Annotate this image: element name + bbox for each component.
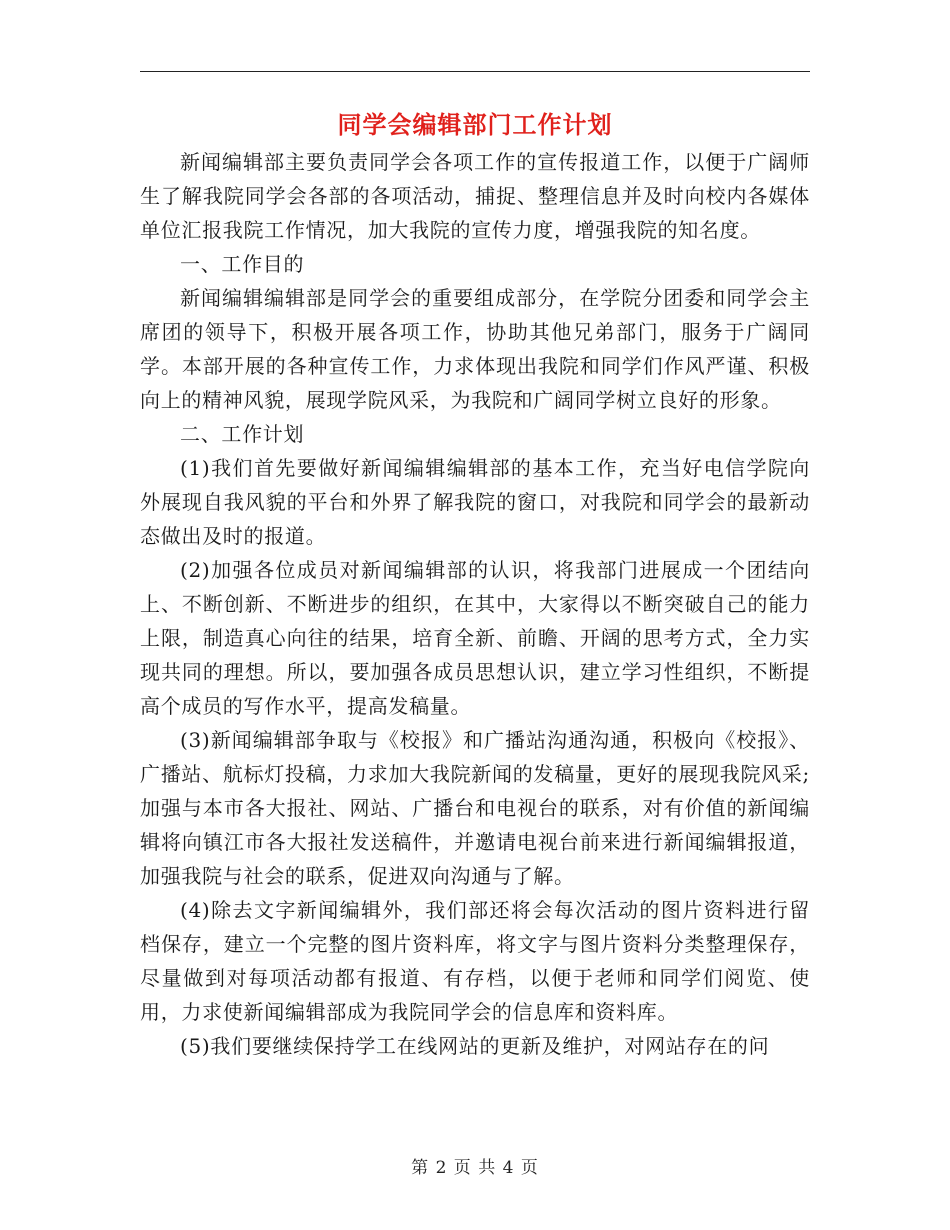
paragraph-plan-1: (1)我们首先要做好新闻编辑编辑部的基本工作，充当好电信学院向外展现自我风貌的平台和外界了解我院的窗口，对我院和同学会的最新动态做出及时的报道。	[140, 456, 810, 548]
page-footer	[0, 1153, 950, 1178]
document-body	[140, 145, 810, 1063]
document-title: 同学会编辑部门工作计划	[337, 111, 613, 139]
page-number-label: 第 2 页 共 4 页	[411, 1158, 539, 1178]
section-heading-plan: 二、工作计划	[180, 422, 305, 446]
paragraph-purpose: 新闻编辑编辑部是同学会的重要组成部分，在学院分团委和同学会主席团的领导下，积极开展各项工作，协助其他兄弟部门，服务于广阔同学。本部开展的各种宣传工作，力求体现出我院和同学们作风严谨、积极向上的精神风貌，展现学院风采，为我院和广阔同学树立良好的形象。	[140, 286, 810, 412]
section-heading-purpose: 一、工作目的	[180, 252, 305, 276]
header-rule	[140, 71, 810, 72]
paragraph-plan-2: (2)加强各位成员对新闻编辑部的认识，将我部门进展成一个团结向上、不断创新、不断进步的组织，在其中，大家得以不断突破自己的能力上限，制造真心向往的结果，培育全新、前瞻、开阔的思考方式，全力实现共同的理想。所以，要加强各成员思想认识，建立学习性组织，不断提高个成员的写作水平，提高发稿量。	[140, 558, 810, 718]
paragraph-plan-3: (3)新闻编辑部争取与《校报》和广播站沟通沟通，积极向《校报》、广播站、航标灯投稿，力求加大我院新闻的发稿量，更好的展现我院风采;加强与本市各大报社、网站、广播台和电视台的联系，对有价值的新闻编辑将向镇江市各大报社发送稿件，并邀请电视台前来进行新闻编辑报道，加强我院与社会的联系，促进双向沟通与了解。	[140, 728, 810, 888]
paragraph-plan-5: (5)我们要继续保持学工在线网站的更新及维护，对网站存在的问	[180, 1034, 770, 1058]
paragraph-plan-4: (4)除去文字新闻编辑外，我们部还将会每次活动的图片资料进行留档保存，建立一个完整的图片资料库，将文字与图片资料分类整理保存，尽量做到对每项活动都有报道、有存档，以便于老师和同学们阅览、使用，力求使新闻编辑部成为我院同学会的信息库和资料库。	[140, 898, 810, 1024]
paragraph-intro: 新闻编辑部主要负责同学会各项工作的宣传报道工作，以便于广阔师生了解我院同学会各部的各项活动，捕捉、整理信息并及时向校内各媒体单位汇报我院工作情况，加大我院的宣传力度，增强我院的知名度。	[140, 150, 810, 242]
